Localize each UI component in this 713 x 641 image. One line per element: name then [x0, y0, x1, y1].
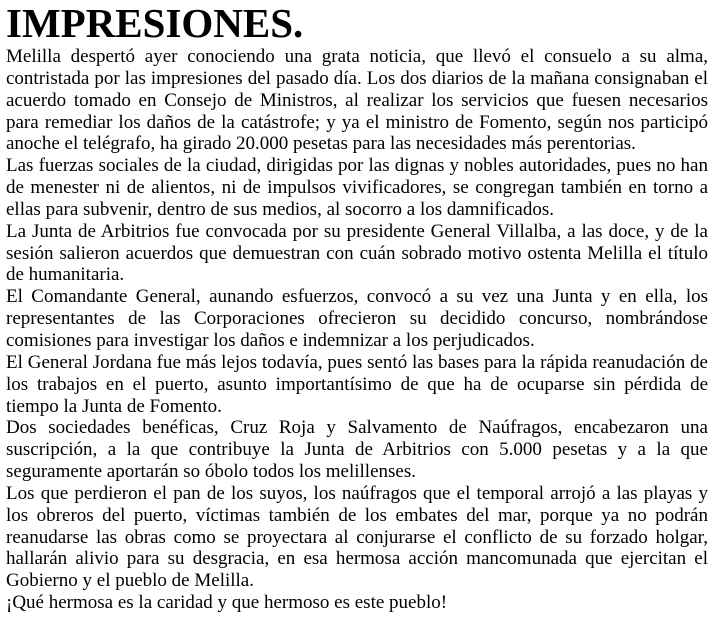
article-paragraph-1: Melilla despertó ayer conociendo una grata noticia, que llevó el consuelo a su alma, contristada por las impresiones del pasado día. Los dos diarios de la mañana consignaban el acuerdo tomado en Consejo de Ministros, al realizar los servicios que fuesen necesarios para remediar los daños de la catástrofe; y ya el ministro de Fomento, según nos participó anoche el telégrafo, ha girado 20.000 pesetas para las necesidades más perentorias. [6, 46, 708, 155]
article-paragraph-3: La Junta de Arbitrios fue convocada por su presidente General Villalba, a las doce, y de la sesión salieron acuerdos que demuestran con cuán sobrado motivo ostenta Melilla el título de humanitaria. [6, 220, 708, 286]
article-paragraph-6: Dos sociedades benéficas, Cruz Roja y Salvamento de Naúfragos, encabezaron una suscripción, a la que contribuye la Junta de Arbitrios con 5.000 pesetas y a la que seguramente aportarán so óbolo todos los melillenses. [6, 417, 708, 483]
article-paragraph-7: Los que perdieron el pan de los suyos, los naúfragos que el temporal arrojó a las playas y los obreros del puerto, víctimas también de los embates del mar, porque ya no podrán reanudarse las obras como se proyectara al conjurarse el conflicto de su forzado holgar, hallarán alivio para su desgracia, en esa hermosa acción mancomunada que ejercitan el Gobierno y el pueblo de Melilla. [6, 482, 708, 592]
article-paragraph-8: ¡Qué hermosa es la caridad y que hermoso es este pueblo! [6, 592, 448, 614]
article-body [6, 46, 708, 614]
article-paragraph-2: Las fuerzas sociales de la ciudad, dirigidas por las dignas y nobles autoridades, pues no han de menester ni de alientos, ni de impulsos vivificadores, se congregan también en torno a ellas para subvenir, dentro de sus medios, al socorro a los damnificados. [6, 155, 708, 220]
article-title: IMPRESIONES. [6, 0, 304, 46]
article-paragraph-5: El General Jordana fue más lejos todavía, pues sentó las bases para la rápida reanudación de los trabajos en el puerto, asunto importantísimo de que ha de ocuparse sin pérdida de tiempo la Junta de Fomento. [6, 351, 708, 417]
article-paragraph-4: El Comandante General, aunando esfuerzos, convocó a su vez una Junta y en ella, los representantes de las Corporaciones ofrecieron su decidido concurso, nombrándose comisiones para investigar los daños e indemnizar a los perjudicados. [6, 286, 708, 351]
